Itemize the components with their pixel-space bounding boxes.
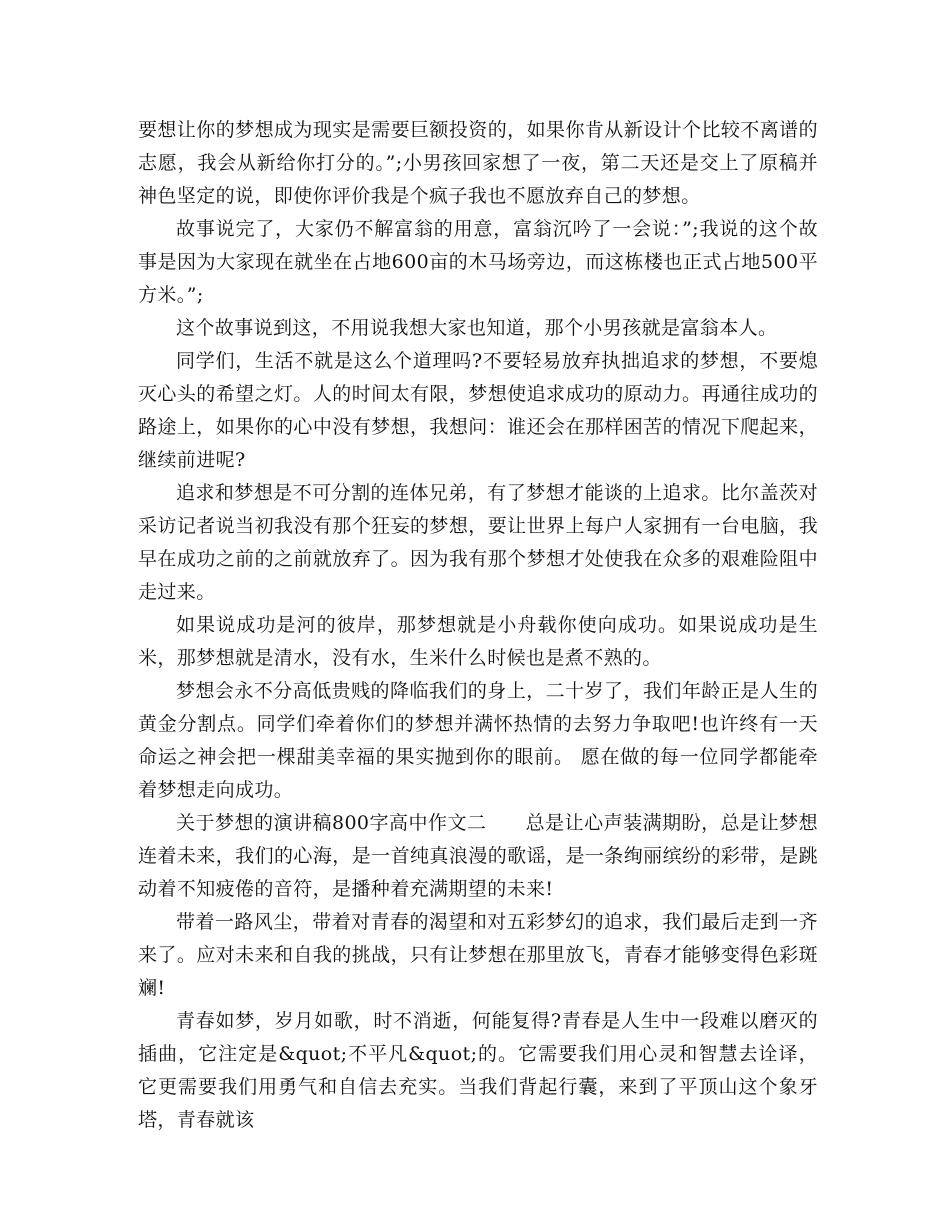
paragraph-6: 如果说成功是河的彼岸，那梦想就是小舟载你使向成功。如果说成功是生米，那梦想就是清水，没有水，生米什么时候也是煮不熟的。 <box>138 614 818 669</box>
paragraph-4: 同学们，生活不就是这么个道理吗?不要轻易放弃执拙追求的梦想，不要熄灭心头的希望之灯。人的时间太有限，梦想使追求成功的原动力。再通往成功的路途上，如果你的心中没有梦想，我想问：谁还会在那样困苦的情况下爬起来，继续前进呢? <box>138 350 818 471</box>
document-body <box>138 114 818 1137</box>
paragraph-2: 故事说完了，大家仍不解富翁的用意，富翁沉吟了一会说：”;我说的这个故事是因为大家现在就坐在占地600亩的木马场旁边，而这栋楼也正式占地500平方米。”; <box>138 218 818 306</box>
paragraph-7: 梦想会永不分高低贵贱的降临我们的身上，二十岁了，我们年龄正是人生的黄金分割点。同学们牵着你们的梦想并满怀热情的去努力争取吧!也许终有一天命运之神会把一棵甜美幸福的果实抛到你的眼前。 愿在做的每一位同学都能牵着梦想走向成功。 <box>138 680 818 801</box>
paragraph-1: 要想让你的梦想成为现实是需要巨额投资的，如果你肯从新设计个比较不离谱的志愿，我会从新给你打分的。”;小男孩回家想了一夜，第二天还是交上了原稿并神色坚定的说，即使你评价我是个疯子我也不愿放弃自己的梦想。 <box>138 119 818 207</box>
paragraph-9: 带着一路风尘，带着对青春的渴望和对五彩梦幻的追求，我们最后走到一齐来了。应对未来和自我的挑战，只有让梦想在那里放飞，青春才能够变得色彩斑斓! <box>138 911 818 999</box>
paragraph-10: 青春如梦，岁月如歌，时不消逝，何能复得?青春是人生中一段难以磨灭的插曲，它注定是&quot;不平凡&quot;的。它需要我们用心灵和智慧去诠译，它更需要我们用勇气和自信去充实。当我们背起行囊，来到了平顶山这个象牙塔，青春就该 <box>138 1010 818 1131</box>
paragraph-5: 追求和梦想是不可分割的连体兄弟，有了梦想才能谈的上追求。比尔盖茨对采访记者说当初我没有那个狂妄的梦想，要让世界上每户人家拥有一台电脑，我早在成功之前的之前就放弃了。因为我有那个梦想才处使我在众多的艰难险阻中走过来。 <box>138 482 818 603</box>
paragraph-3: 这个故事说到这，不用说我想大家也知道，那个小男孩就是富翁本人。 <box>176 317 778 339</box>
paragraph-8: 关于梦想的演讲稿800字高中作文二 总是让心声装满期盼，总是让梦想连着未来，我们的心海，是一首纯真浪漫的歌谣，是一条绚丽缤纷的彩带，是跳动着不知疲倦的音符，是播种着充满期望的未来! <box>138 812 818 900</box>
